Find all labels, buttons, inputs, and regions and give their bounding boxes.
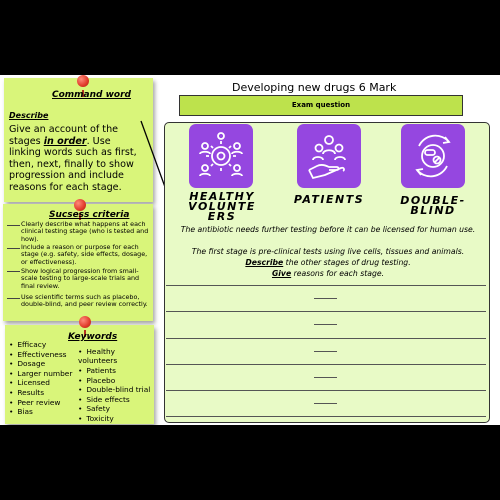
answer-line[interactable]: [166, 364, 486, 365]
command-word-heading: Command word: [52, 90, 131, 100]
keyword-item: • Dosage: [9, 359, 72, 369]
hand-people-icon: [297, 124, 361, 188]
success-criteria-heading: Sucsess criteria: [49, 210, 130, 220]
keyword-item: • Results: [9, 388, 72, 398]
icon-label-healthy-volunteers: HEALTHY VOLUNTE ERS: [188, 190, 256, 223]
command-word-definition: Give an account of the stages in order. Use linking words such as first, then, next, finally to show progression and include reasons for each stage.: [9, 124, 137, 193]
criteria-item: Use scientific terms such as placebo, double-blind, and peer review correctly.: [21, 293, 148, 309]
answer-line[interactable]: [166, 338, 486, 339]
page-title: Developing new drugs 6 Mark: [232, 81, 397, 94]
keyword-item: • Healthy volunteers: [78, 348, 153, 365]
pin-icon: [79, 316, 91, 328]
keyword-item: • Bias: [9, 407, 72, 417]
criteria-item: Include a reason or purpose for each stage (e.g. safety, side effects, dosage, or effectiveness).: [21, 243, 148, 266]
answer-line[interactable]: [166, 311, 486, 312]
keyword-item: • Safety: [78, 404, 153, 414]
criteria-item: Clearly describe what happens at each clinical testing stage (who is tested and how).: [21, 220, 149, 243]
exam-question-bar: Exam question: [179, 95, 463, 116]
team-gear-icon: [189, 124, 253, 188]
answer-line[interactable]: [166, 285, 486, 286]
command-word-term: Describe: [9, 111, 49, 120]
criteria-item: Show logical progression from small-scale testing to large-scale trials and final review.: [21, 267, 140, 290]
keyword-item: • Patients: [78, 366, 153, 376]
keywords-heading: Keywords: [68, 332, 118, 342]
keyword-item: • Toxicity: [78, 414, 153, 424]
pills-cycle-icon: [401, 124, 465, 188]
question-text-2: The first stage is pre-clinical tests using live cells, tissues and animals.: [191, 247, 465, 256]
question-text-4: Give reasons for each stage.: [271, 269, 385, 278]
question-text-3: Describe the other stages of drug testing.: [245, 258, 411, 267]
keyword-item: • Peer review: [9, 398, 72, 408]
keyword-item: • Efficacy: [9, 340, 72, 350]
keyword-item: • Placebo: [78, 376, 153, 386]
question-text-1: The antibiotic needs further testing before it can be licensed for human use.: [180, 225, 476, 234]
keywords-list-right: [78, 348, 153, 424]
keyword-item: • Licensed: [9, 378, 72, 388]
answer-line[interactable]: [166, 390, 486, 391]
keywords-note: [5, 325, 154, 424]
success-criteria-note: [3, 204, 153, 321]
icon-label-double-blind: DOUBLE- BLIND: [400, 194, 466, 217]
keyword-item: • Larger number: [9, 369, 72, 379]
answer-line[interactable]: [166, 416, 486, 417]
keyword-item: • Double-blind trial: [78, 385, 153, 395]
keyword-item: • Side effects: [78, 395, 153, 405]
pin-icon: [77, 75, 89, 87]
icon-label-patients: PATIENTS: [293, 193, 365, 206]
keyword-item: • Effectiveness: [9, 350, 72, 360]
keywords-list-left: [9, 340, 72, 417]
command-word-note: [4, 78, 153, 202]
